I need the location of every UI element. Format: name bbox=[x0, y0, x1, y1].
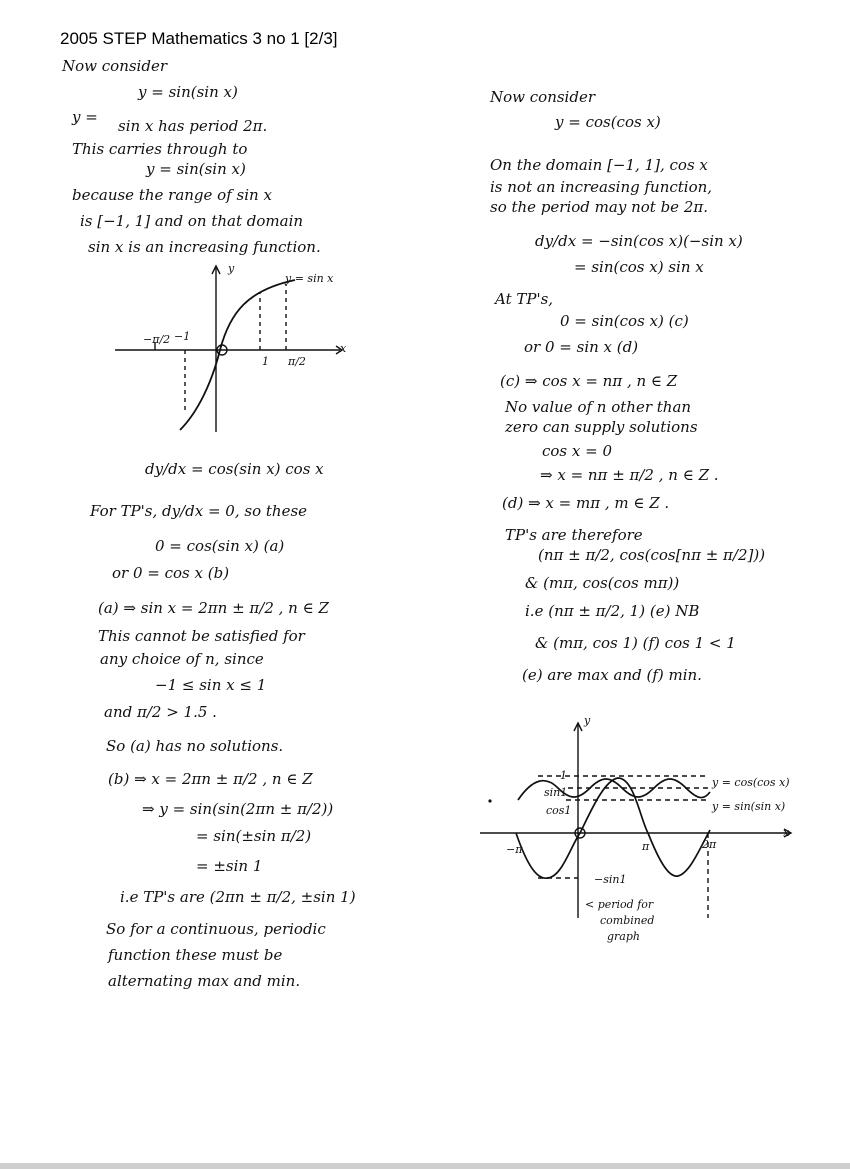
graph2-label: y bbox=[584, 714, 591, 727]
line: 0 = cos(sin x) (a) bbox=[155, 537, 285, 555]
graph1-label: y bbox=[228, 262, 235, 275]
line: y = sin(sin x) bbox=[138, 83, 238, 101]
graph2-label: x bbox=[783, 826, 790, 839]
line: y = bbox=[72, 108, 98, 126]
line: or 0 = cos x (b) bbox=[112, 564, 230, 582]
curve bbox=[180, 280, 295, 430]
line: & (mπ, cos 1) (f) cos 1 < 1 bbox=[535, 634, 736, 652]
line: y = cos(cos x) bbox=[555, 113, 661, 131]
line: sin x is an increasing function. bbox=[88, 238, 321, 256]
line: ⇒ y = sin(sin(2πn ± π/2)) bbox=[142, 800, 334, 818]
line: Now consider bbox=[62, 57, 167, 75]
line: y = sin(sin x) bbox=[146, 160, 246, 178]
line: i.e (nπ ± π/2, 1) (e) NB bbox=[525, 602, 700, 620]
line: any choice of n, since bbox=[100, 650, 264, 668]
line: is [−1, 1] and on that domain bbox=[80, 212, 304, 230]
line: (c) ⇒ cos x = nπ , n ∈ Z bbox=[500, 372, 678, 390]
line: ⇒ x = nπ ± π/2 , n ∈ Z . bbox=[540, 466, 719, 484]
page-title: 2005 STEP Mathematics 3 no 1 [2/3] bbox=[60, 29, 338, 48]
line: 0 = sin(cos x) (c) bbox=[560, 312, 689, 330]
line: i.e TP's are (2πn ± π/2, ±sin 1) bbox=[120, 888, 356, 906]
line: (nπ ± π/2, cos(cos[nπ ± π/2])) bbox=[538, 546, 766, 564]
line: No value of n other than bbox=[505, 398, 692, 416]
line: dy/dx = cos(sin x) cos x bbox=[145, 460, 324, 478]
graph2-label: y = sin(sin x) bbox=[712, 800, 786, 813]
graph1-label: π/2 bbox=[288, 355, 306, 368]
line: zero can supply solutions bbox=[505, 418, 698, 436]
line: TP's are therefore bbox=[505, 526, 643, 544]
line: (a) ⇒ sin x = 2πn ± π/2 , n ∈ Z bbox=[98, 599, 329, 617]
graph2-label: −π bbox=[506, 843, 523, 856]
line: & (mπ, cos(cos mπ)) bbox=[525, 574, 680, 592]
sine-graph bbox=[100, 262, 360, 442]
line: Now consider bbox=[490, 88, 595, 106]
graph2-label: −sin1 bbox=[594, 873, 627, 886]
line: = sin(±sin π/2) bbox=[196, 827, 312, 845]
graph1-label: x bbox=[340, 342, 347, 355]
graph1-label: −1 bbox=[174, 330, 191, 343]
line: This carries through to bbox=[72, 140, 248, 158]
line: dy/dx = −sin(cos x)(−sin x) bbox=[535, 232, 743, 250]
line: (b) ⇒ x = 2πn ± π/2 , n ∈ Z bbox=[108, 770, 313, 788]
line: is not an increasing function, bbox=[490, 178, 713, 196]
graph2-label: 1 bbox=[560, 769, 567, 782]
graph1-label: y = sin x bbox=[285, 272, 334, 285]
line: So for a continuous, periodic bbox=[106, 920, 326, 938]
line: or 0 = sin x (d) bbox=[524, 338, 639, 356]
graph2-label: y = cos(cos x) bbox=[712, 776, 790, 789]
graph2-label: π bbox=[642, 840, 650, 853]
line: = ±sin 1 bbox=[196, 857, 263, 875]
line: and π/2 > 1.5 . bbox=[104, 703, 217, 721]
line: So (a) has no solutions. bbox=[106, 737, 284, 755]
graph2-label: < period for bbox=[585, 898, 654, 911]
line: (d) ⇒ x = mπ , m ∈ Z . bbox=[502, 494, 670, 512]
line: On the domain [−1, 1], cos x bbox=[490, 156, 708, 174]
line: (e) are max and (f) min. bbox=[522, 666, 702, 684]
graph1-label: 1 bbox=[262, 355, 269, 368]
line: = sin(cos x) sin x bbox=[574, 258, 704, 276]
line: because the range of sin x bbox=[72, 186, 272, 204]
line: −1 ≤ sin x ≤ 1 bbox=[155, 676, 267, 694]
graph2-label: cos1 bbox=[546, 804, 572, 817]
line: sin x has period 2π. bbox=[118, 117, 268, 135]
line: so the period may not be 2π. bbox=[490, 198, 708, 216]
graph2-label: 2π bbox=[702, 838, 717, 851]
line: For TP's, dy/dx = 0, so these bbox=[90, 502, 308, 520]
line: function these must be bbox=[108, 946, 283, 964]
line: At TP's, bbox=[495, 290, 554, 308]
graph2-label: combined bbox=[600, 914, 655, 927]
line: cos x = 0 bbox=[542, 442, 613, 460]
scan-edge bbox=[0, 1163, 850, 1169]
graph2-label: sin1 bbox=[544, 786, 568, 799]
line: This cannot be satisfied for bbox=[98, 627, 305, 645]
line: alternating max and min. bbox=[108, 972, 301, 990]
graph1-label: −π/2 bbox=[143, 333, 171, 346]
graph2-label: graph bbox=[607, 930, 640, 943]
